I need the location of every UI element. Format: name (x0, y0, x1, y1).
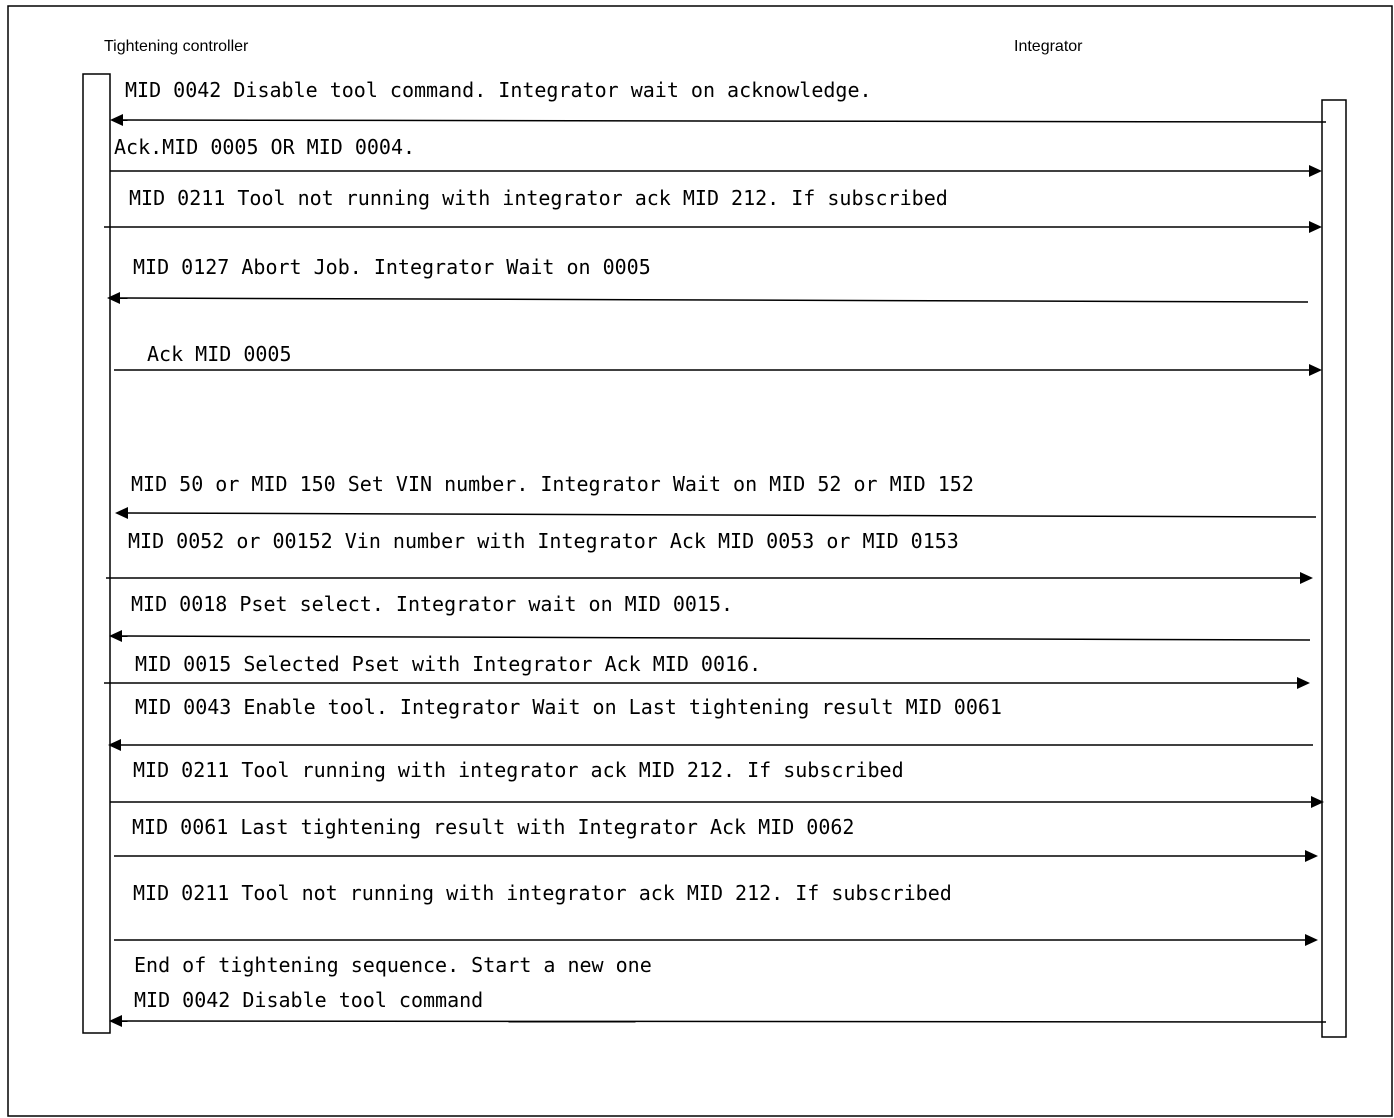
message-row (134, 953, 652, 977)
message-label: Ack MID 0005 (147, 342, 292, 366)
message-label: MID 0211 Tool not running with integrator ack MID 212. If subscribed (129, 186, 948, 210)
message-label: MID 0211 Tool not running with integrator ack MID 212. If subscribed (133, 881, 952, 905)
message-label: MID 0018 Pset select. Integrator wait on MID 0015. (131, 592, 734, 616)
controller-lifeline (83, 74, 110, 1033)
participant-integrator-label: Integrator (1014, 38, 1083, 55)
message-note: End of tightening sequence. Start a new one (134, 953, 652, 977)
message-label: MID 0127 Abort Job. Integrator Wait on 0005 (133, 255, 651, 279)
message-label: MID 0042 Disable tool command (134, 988, 484, 1012)
message-label: MID 0043 Enable tool. Integrator Wait on Last tightening result MID 0061 (135, 695, 1002, 719)
integrator-lifeline (1322, 100, 1346, 1037)
message-label: MID 50 or MID 150 Set VIN number. Integrator Wait on MID 52 or MID 152 (131, 472, 974, 496)
message-arrow (122, 1021, 1326, 1022)
diagram-frame (8, 6, 1392, 1116)
participant-controller-label: Tightening controller (104, 38, 249, 55)
message-label: MID 0052 or 00152 Vin number with Integrator Ack MID 0053 or MID 0153 (128, 529, 959, 553)
message-label: Ack.MID 0005 OR MID 0004. (114, 135, 416, 159)
message-label: MID 0061 Last tightening result with Integrator Ack MID 0062 (132, 815, 855, 839)
message-label: MID 0042 Disable tool command. Integrator wait on acknowledge. (125, 78, 872, 102)
message-label: MID 0015 Selected Pset with Integrator Ack MID 0016. (135, 652, 762, 676)
message-label: MID 0211 Tool running with integrator ack MID 212. If subscribed (133, 758, 904, 782)
